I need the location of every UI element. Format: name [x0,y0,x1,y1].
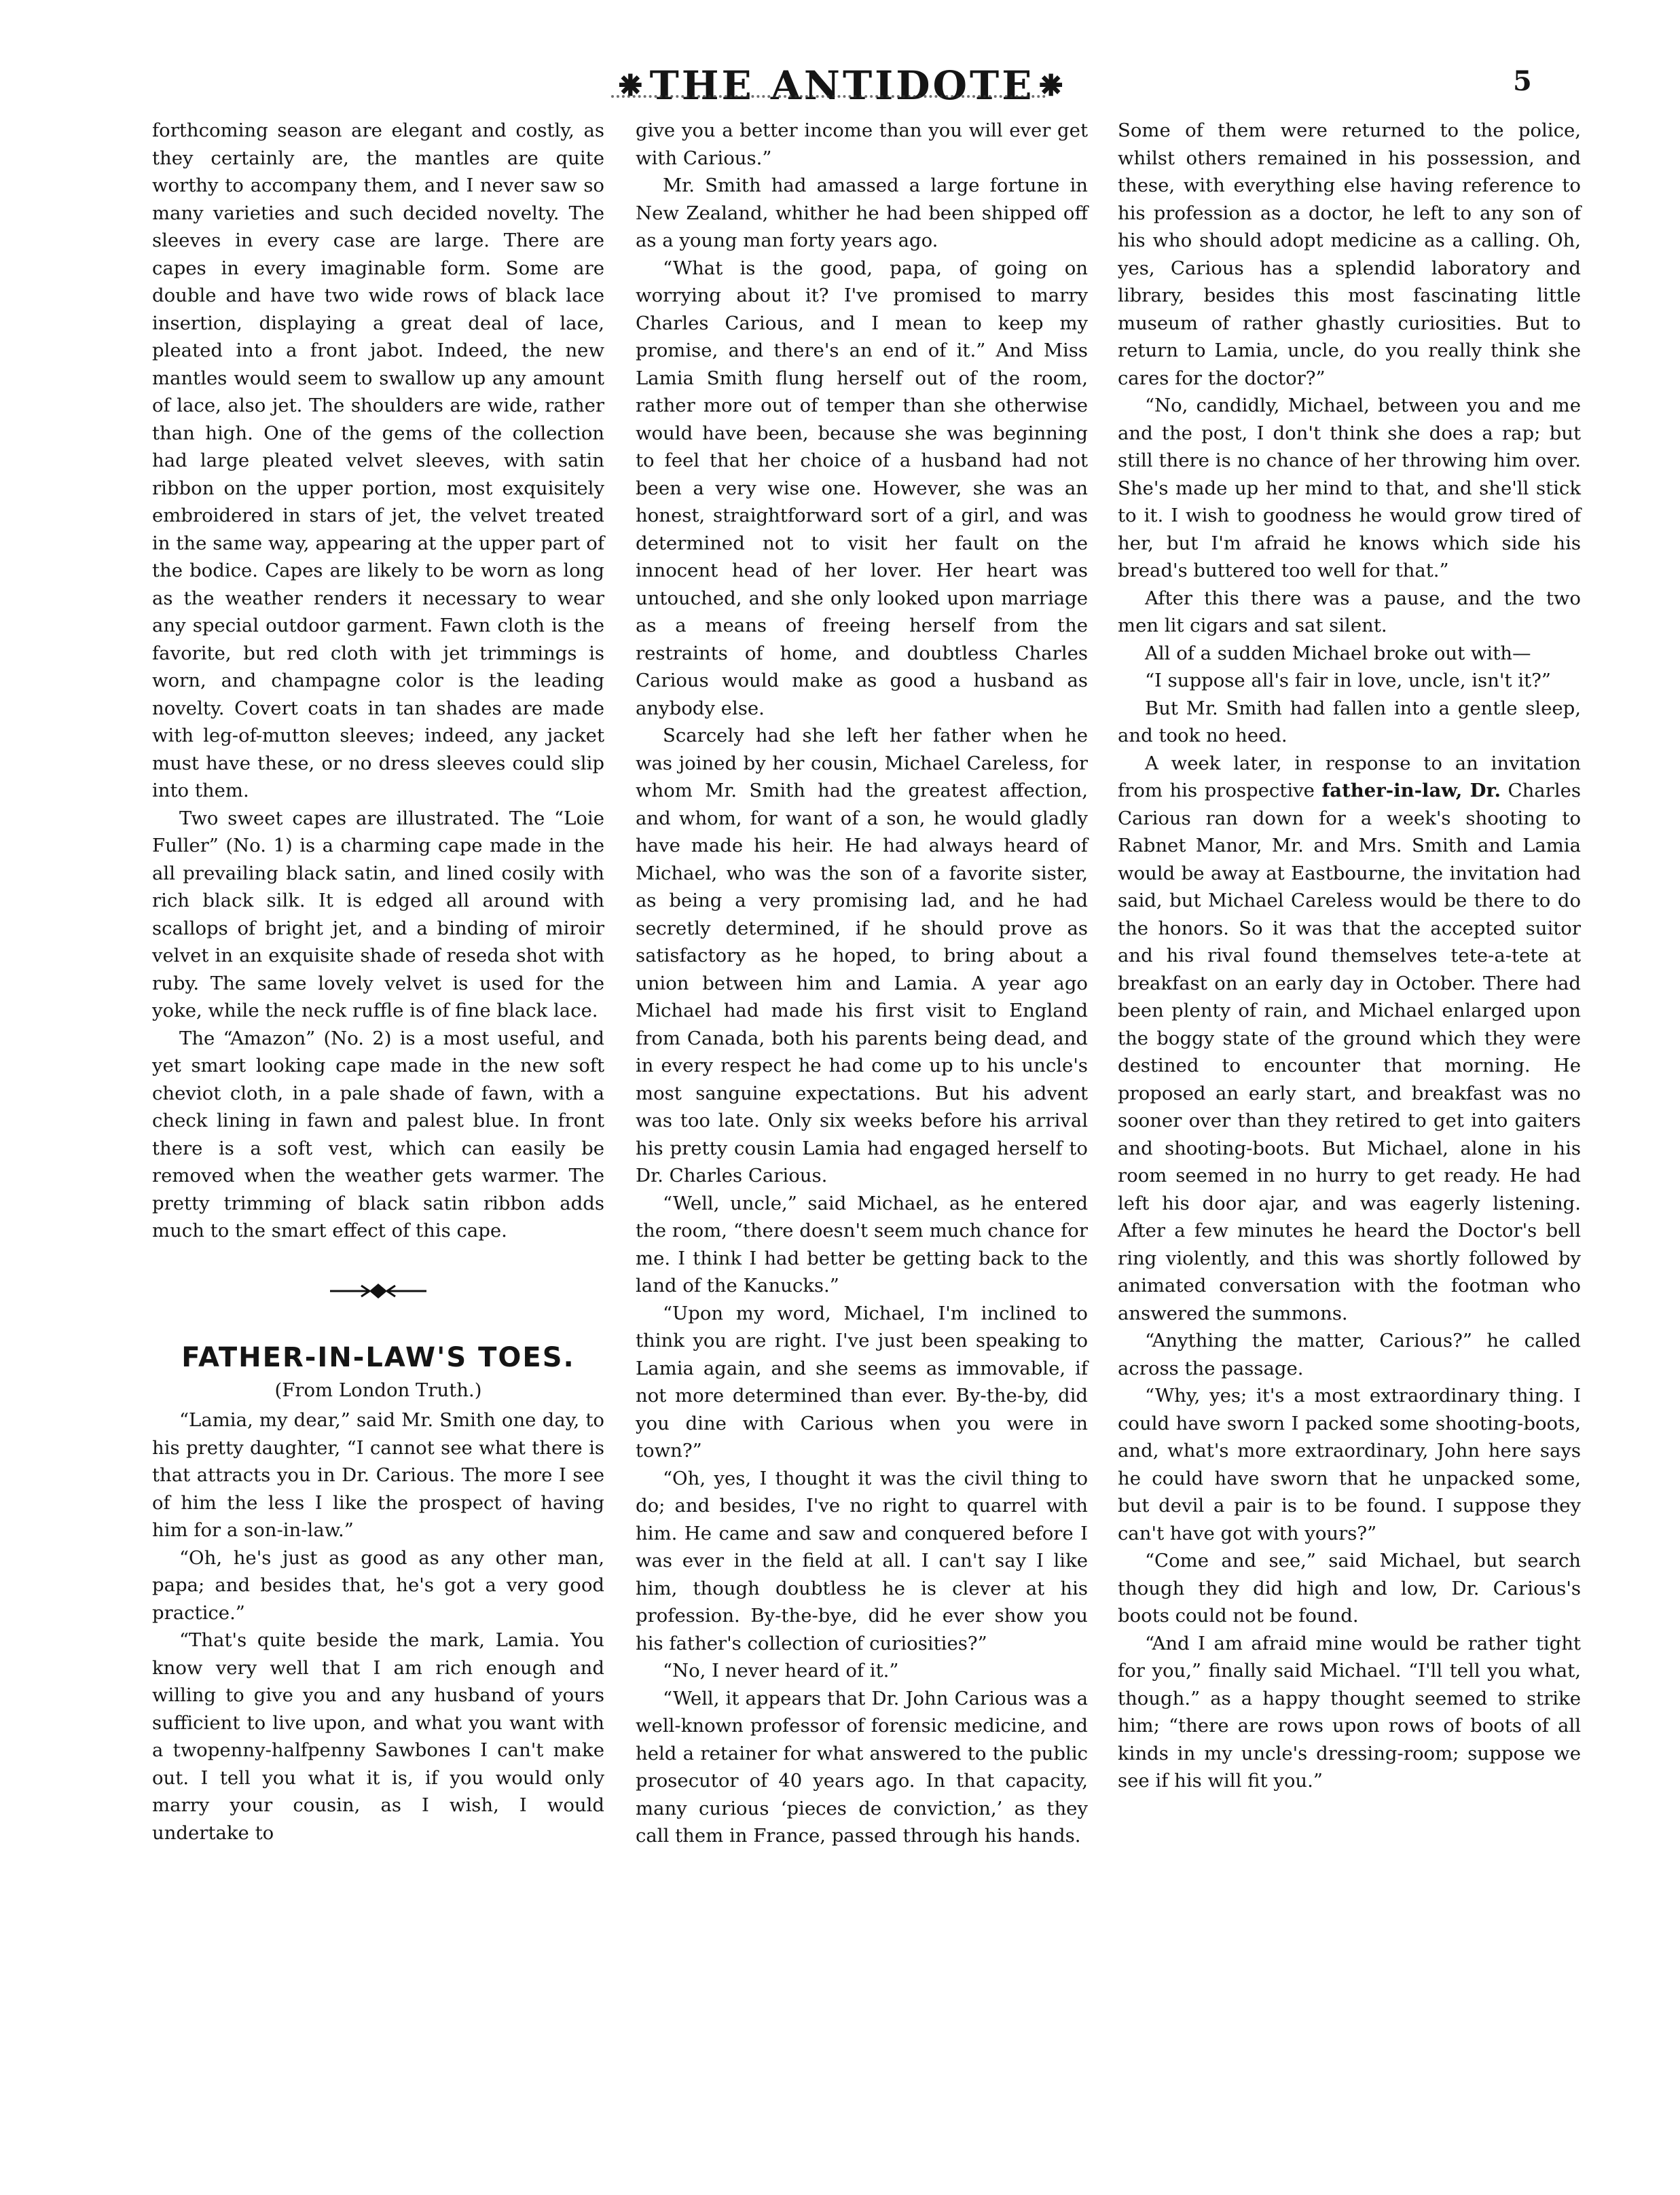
paragraph: But Mr. Smith had fallen into a gentle sleep, and took no heed. [1118,697,1581,746]
paragraph: All of a sudden Michael broke out with— [1145,642,1531,664]
paragraph: “Upon my word, Michael, I'm inclined to think you are right. I've just been speaking to Lamia again, and she seems as immovable, if not more determined than ever. By-the-by, did you dine with Carious when you were in town?” [636,1302,1088,1462]
paragraph: Scarcely had she left her father when he was joined by her cousin, Michael Careless, for whom Mr. Smith had the greatest affection, and whom, for want of a son, he would gladly have made his heir. He had always heard of Michael, who was the son of a favorite sister, as being a very promising lad, and he had secretly determined, if he should prove as satisfactory as he hoped, to bring about a union between him and Lamia. A year ago Michael had made his first visit to England from Canada, both his parents being dead, and in every respect he had come up to his uncle's most sanguine expectations. But his advent was too late. Only six weeks before his arrival his pretty cousin Lamia had engaged herself to Dr. Charles Carious. [636,725,1088,1186]
paragraph [1118,750,1581,1328]
masthead: ⁕THE ANTIDOTE⁕ [613,62,1071,109]
paragraph: forthcoming season are elegant and costly, as they certainly are, the mantles are quite worthy to accompany them, and I never saw so many varieties and such decided novelty. The sleeves in every case are large. There are capes in every imaginable form. Some are double and have two wide rows of black lace insertion, displaying a great deal of lace, pleated into a front jabot. Indeed, the new mantles would seem to swallow up any amount of lace, also jet. The shoulders are wide, rather than high. One of the gems of the collection had large pleated velvet sleeves, with satin ribbon on the upper portion, most exquisitely embroidered in stars of jet, the velvet treated in the same way, appearing at the upper part of the bodice. Capes are likely to be worn as long as the weather renders it necessary to wear any special outdoor garment. Fawn cloth is the favorite, but red cloth with jet trimmings is worn, and champagne color is the leading novelty. Covert coats in tan shades are made with leg-of-mutton sleeves; indeed, any jacket must have these, or no dress sleeves could slip into them. [152,120,604,801]
paragraph: The “Amazon” (No. 2) is a most useful, and yet smart looking cape made in the new soft cheviot cloth, in a pale shade of fawn, with a check lining in fawn and palest blue. In front there is a soft vest, which can easily be removed when the weather gets warmer. The pretty trimming of black satin ribbon adds much to the smart effect of this cape. [152,1027,604,1241]
paragraph: After this there was a pause, and the two men lit cigars and sat silent. [1118,587,1581,636]
masthead-rule [611,95,1046,111]
column-2 [636,117,1088,1850]
paragraph: “What is the good, papa, of going on worrying about it? I've promised to marry Charles Carious, and I mean to keep my promise, and there's an end of it.” And Miss Lamia Smith flung herself out of the room, rather more out of temper than she otherwise would have been, because she was beginning to feel that her choice of a husband had not been a very wise one. However, she was an honest, straightforward sort of a girl, and was determined not to visit her fault on the innocent head of her lover. Her heart was untouched, and she only looked upon marriage as a means of freeing herself from the restraints of home, and doubtless Charles Carious would make as good a husband as anybody else. [636,257,1088,719]
paragraph: “No, candidly, Michael, between you and me and the post, I don't think she does a rap; but still there is no chance of her throwing him over. She's made up her mind to that, and she'll stick to it. I wish to goodness he would grow tired of her, but I'm afraid he knows which side his bread's buttered too well for that.” [1118,395,1581,581]
paragraph: “No, I never heard of it.” [663,1660,899,1682]
ornament-divider [152,1272,604,1310]
story-title: FATHER-IN-LAW'S TOES. [181,1341,575,1373]
bold-text: father-in-law, Dr. [1321,780,1501,801]
column-1 [152,117,604,1847]
paragraph: “Why, yes; it's a most extraordinary thing. I could have sworn I packed some shooting-boots, and, what's more extraordinary, John here says he could have sworn that he unpacked some, but devil a pair is to be found. I suppose they can't have got with yours?” [1118,1385,1581,1544]
paragraph: “Oh, yes, I thought it was the civil thing to do; and besides, I've no right to quarrel with him. He came and saw and conquered before I was ever in the field at all. I can't say I like him, though doubtless he is clever at his profession. By-the-bye, did he ever show you his father's collection of curiosities?” [636,1467,1088,1654]
paragraph: Some of them were returned to the police, whilst others remained in his possession, and these, with everything else having reference to his profession as a doctor, he left to any son of his who should adopt medicine as a calling. Oh, yes, Carious has a splendid laboratory and library, besides this most fascinating little museum of rather ghastly curiosities. But to return to Lamia, uncle, do you really think she cares for the doctor?” [1118,120,1581,389]
page-number: 5 [1513,65,1532,97]
paragraph: Two sweet capes are illustrated. The “Loie Fuller” (No. 1) is a charming cape made in the all prevailing black satin, and lined cosily with rich black silk. It is edged all around with scallops of bright jet, and a binding of miroir velvet in an exquisite shade of reseda shot with ruby. The same lovely velvet is used for the yoke, while the neck ruffle is of fine black lace. [152,807,604,1021]
paragraph: “Come and see,” said Michael, but search though they did high and low, Dr. Carious's boots could not be found. [1118,1550,1581,1627]
paragraph: “Oh, he's just as good as any other man, papa; and besides that, he's got a very good practice.” [152,1546,604,1624]
paragraph: give you a better income than you will ever get with Carious.” [636,120,1088,169]
paragraph: “Well, it appears that Dr. John Carious was a well-known professor of forensic medicine, and held a retainer for what answered to the public prosecutor of 40 years ago. In that capacity, many curious ‘pieces de conviction,’ as they call them in France, passed through his hands. [636,1687,1088,1847]
paragraph: Mr. Smith had amassed a large fortune in New Zealand, whither he had been shipped off as a young man forty years ago. [636,175,1088,251]
story-source: (From London Truth.) [274,1379,482,1401]
paragraph: “Well, uncle,” said Michael, as he entered the room, “there doesn't seem much chance for me. I think I had better be getting back to the land of the Kanucks.” [636,1192,1088,1296]
paragraph: “And I am afraid mine would be rather tight for you,” finally said Michael. “I'll tell you what, though.” as a happy thought seemed to strike him; “there are rows upon rows of boots of all kinds in my uncle's dressing-room; suppose we see if his will fit you.” [1118,1632,1581,1792]
paragraph: “That's quite beside the mark, Lamia. You know very well that I am rich enough and willing to give you and any husband of yours sufficient to live upon, and what you want with a twopenny-halfpenny Sawbones I can't make out. I tell you what it is, if you would only marry your cousin, as I wish, I would undertake to [152,1629,604,1844]
text-run: A week later, in response to an invitation from his prospective [1118,752,1581,801]
paragraph: “I suppose all's fair in love, uncle, isn't it?” [1145,670,1551,691]
ornament-icon [327,1281,429,1301]
paragraph: “Lamia, my dear,” said Mr. Smith one day, to his pretty daughter, “I cannot see what there is that attracts you in Dr. Carious. The more I see of him the less I like the prospect of having him for a son-in-law.” [152,1409,604,1541]
column-3 [1118,117,1581,1795]
text-run: Charles Carious ran down for a week's shooting to Rabnet Manor, Mr. and Mrs. Smith and Lamia would be away at Eastbourne, the invitation had said, but Michael Careless would be there to do the honors. So it was that the accepted suitor and his rival found themselves tete-a-tete at breakfast on an early day in October. There had been plenty of rain, and Michael enlarged upon the boggy state of the ground which they were destined to encounter that morning. He proposed an early start, and breakfast was no sooner over than they retired to get into gaiters and shooting-boots. But Michael, alone in his room seemed in no hurry to get ready. He had left his door ajar, and was eagerly listening. After a few minutes he heard the Doctor's bell ring violently, and this was shortly followed by animated conversation with the footman who answered the summons. [1118,780,1582,1324]
paragraph: “Anything the matter, Carious?” he called across the passage. [1118,1330,1581,1379]
